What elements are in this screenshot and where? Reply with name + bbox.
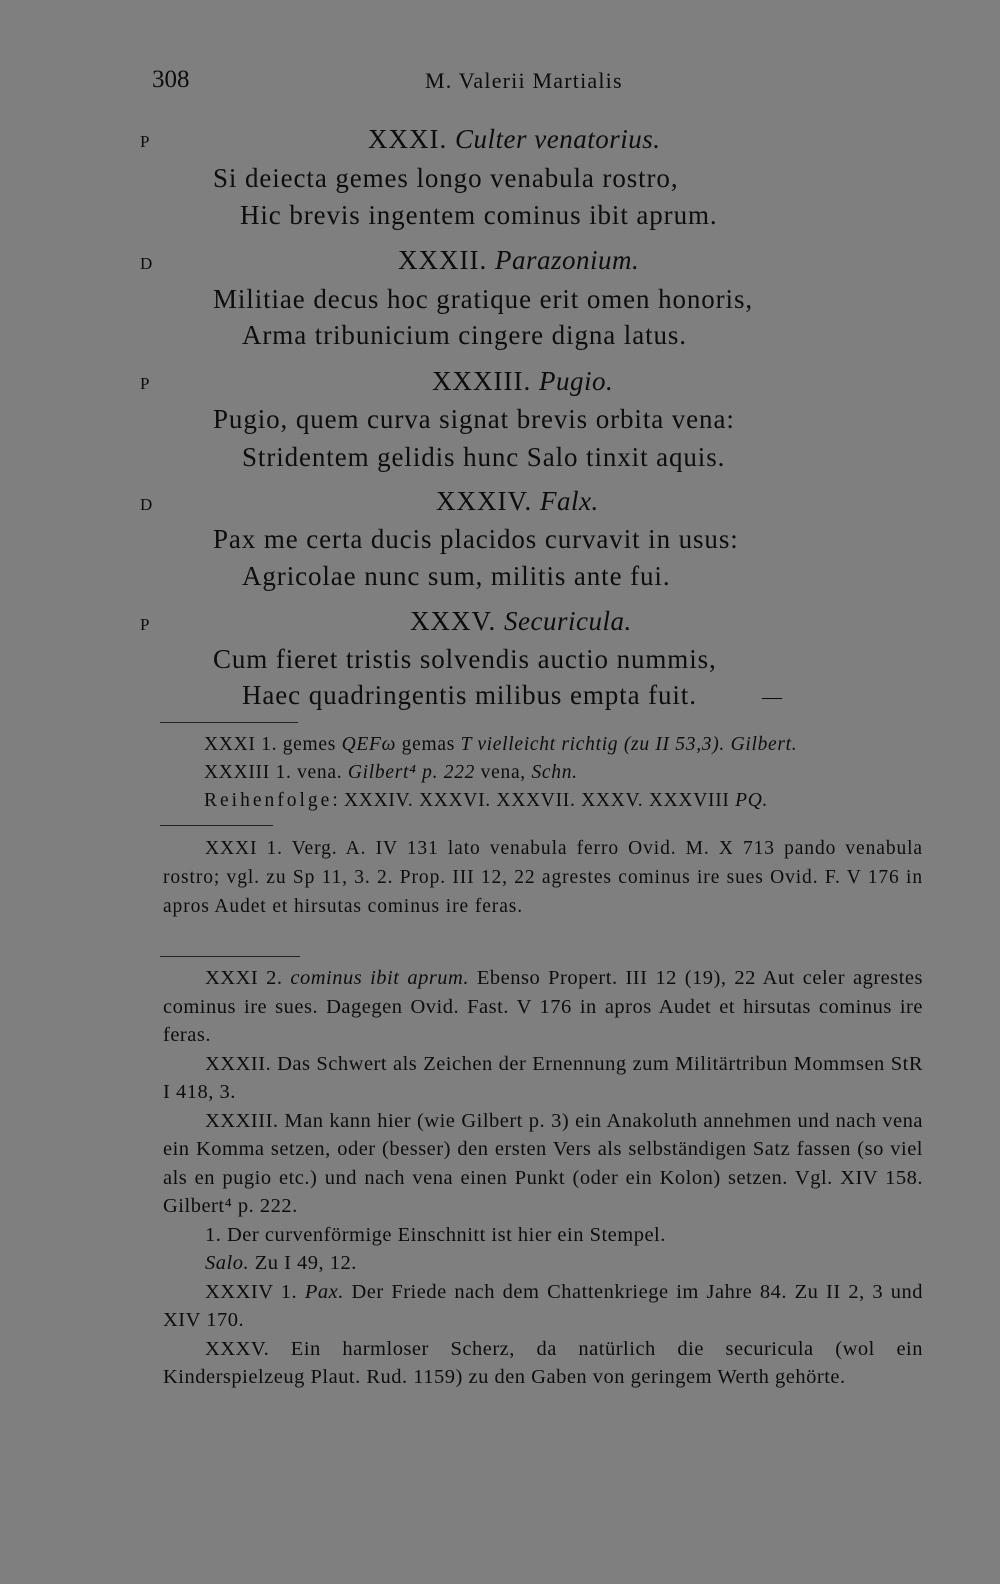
apparatus-rule bbox=[160, 722, 298, 723]
verse-line: Cum fieret tristis solvendis auctio nummis, bbox=[213, 644, 717, 674]
testimonia-rule bbox=[160, 825, 273, 826]
apparatus-note: T vielleicht richtig (zu II 53,3). Gilbert. bbox=[460, 734, 798, 755]
poem-heading bbox=[368, 124, 661, 155]
commentary-paragraph: 1. Der curvenförmige Einschnitt ist hier ein Stempel. bbox=[205, 1223, 666, 1246]
commentary-paragraph: XXXV. Ein harmloser Scherz, da natürlich die securicula (wol ein Kinderspielzeug Plaut. Rud. 1159) zu den Gaben von geringem Werth gehörte. bbox=[163, 1337, 923, 1388]
poem-title: Parazonium. bbox=[494, 245, 640, 275]
commentary-text: Der Friede nach dem Chattenkriege im Jahre 84. Zu II 2, 3 und XIV 170. bbox=[163, 1280, 923, 1331]
commentary-paragraph bbox=[163, 1278, 923, 1335]
poem-heading bbox=[410, 606, 632, 637]
apparatus-sigla: QEFω bbox=[341, 734, 397, 755]
commentary-paragraph: XXXII. Das Schwert als Zeichen der Ernennung zum Militärtribun Mommsen StR I 418, 3. bbox=[163, 1052, 923, 1103]
apparatus-text: : XXXIV. XXXVI. XXXVII. XXXV. XXXVIII bbox=[332, 790, 736, 811]
apparatus-line bbox=[204, 734, 797, 756]
manuscript-siglum: P bbox=[140, 132, 150, 151]
poem-heading bbox=[432, 366, 613, 397]
manuscript-siglum: D bbox=[140, 254, 153, 273]
apparatus-label: Reihenfolge bbox=[204, 790, 333, 811]
commentary-rule bbox=[160, 956, 300, 957]
apparatus-text: XXXI 1. gemes bbox=[204, 734, 342, 755]
commentary-text: Ebenso Propert. III 12 (19), 22 Aut celer agrestes cominus ire sues. Dagegen Ovid. Fast. V 176 in apros Audet et hirsutas cominus ire feras. bbox=[163, 967, 923, 1046]
commentary bbox=[163, 964, 923, 1392]
commentary-paragraph bbox=[163, 1249, 923, 1278]
verse-line: Agricolae nunc sum, militis ante fui. bbox=[242, 561, 671, 591]
poem-number: XXXIII. bbox=[432, 366, 532, 396]
page-number: 308 bbox=[152, 66, 190, 93]
apparatus-sigla: PQ. bbox=[735, 790, 769, 811]
running-title: M. Valerii Martialis bbox=[425, 68, 623, 93]
testimonia-paragraph: XXXI 1. Verg. A. IV 131 lato venabula ferro Ovid. M. X 713 pando venabula rostro; vgl. zu Sp 11, 3. 2. Prop. III 12, 22 agrestes cominus ire sues Ovid. F. V 176 in apros Audet et hirsutas cominus ire feras. bbox=[163, 838, 923, 917]
poem-number: XXXI. bbox=[368, 124, 448, 154]
verse-line: Haec quadringentis milibus empta fuit. bbox=[242, 680, 697, 710]
poem-title: Culter venatorius. bbox=[455, 124, 661, 154]
verse-line: Pugio, quem curva signat brevis orbita vena: bbox=[213, 404, 735, 434]
poem-title: Securicula. bbox=[504, 606, 632, 636]
end-dash: — bbox=[762, 686, 782, 708]
poem-number: XXXII. bbox=[398, 245, 488, 275]
manuscript-siglum: D bbox=[140, 495, 153, 514]
verse-line: Militiae decus hoc gratique erit omen honoris, bbox=[213, 284, 754, 314]
apparatus-text: vena, bbox=[475, 762, 532, 783]
commentary-text: Zu I 49, 12. bbox=[249, 1252, 357, 1274]
apparatus-note: Gilbert⁴ p. 222 bbox=[347, 762, 476, 783]
verse-line: Stridentem gelidis hunc Salo tinxit aquis. bbox=[242, 442, 726, 472]
commentary-lemma: Pax. bbox=[304, 1280, 344, 1303]
poem-title: Pugio. bbox=[538, 366, 614, 396]
manuscript-siglum: P bbox=[140, 374, 150, 393]
verse-line: Hic brevis ingentem cominus ibit aprum. bbox=[240, 200, 718, 230]
verse-line: Si deiecta gemes longo venabula rostro, bbox=[213, 163, 679, 193]
commentary-ref: XXXIV 1. bbox=[205, 1280, 305, 1303]
apparatus-text: gemas bbox=[396, 734, 461, 755]
testimonia bbox=[163, 834, 923, 921]
apparatus-line bbox=[204, 762, 578, 784]
commentary-paragraph: XXXIII. Man kann hier (wie Gilbert p. 3) ein Anakoluth annehmen und nach vena ein Komma setzen, oder (besser) den ersten Vers als selbständigen Satz fassen (so viel als en pugio etc.) und nach vena einen Punkt (oder ein Kolon) setzen. Vgl. XIV 158. Gilbert⁴ p. 222. bbox=[163, 1109, 923, 1217]
commentary-lemma: cominus ibit aprum. bbox=[290, 967, 469, 989]
poem-number: XXXIV. bbox=[436, 486, 533, 516]
poem-heading bbox=[436, 486, 599, 517]
poem-number: XXXV. bbox=[410, 606, 497, 636]
poem-title: Falx. bbox=[540, 486, 599, 516]
commentary-lemma: Salo. bbox=[205, 1252, 250, 1274]
apparatus-line bbox=[204, 790, 768, 812]
verse-line: Pax me certa ducis placidos curvavit in usus: bbox=[213, 524, 739, 554]
verse-line: Arma tribunicium cingere digna latus. bbox=[242, 320, 687, 350]
manuscript-siglum: P bbox=[140, 615, 150, 634]
commentary-paragraph bbox=[163, 964, 923, 1050]
poem-heading bbox=[398, 245, 639, 276]
commentary-ref: XXXI 2. bbox=[205, 967, 291, 989]
apparatus-note: Schn. bbox=[531, 762, 578, 783]
apparatus-text: XXXIII 1. vena. bbox=[204, 762, 348, 783]
